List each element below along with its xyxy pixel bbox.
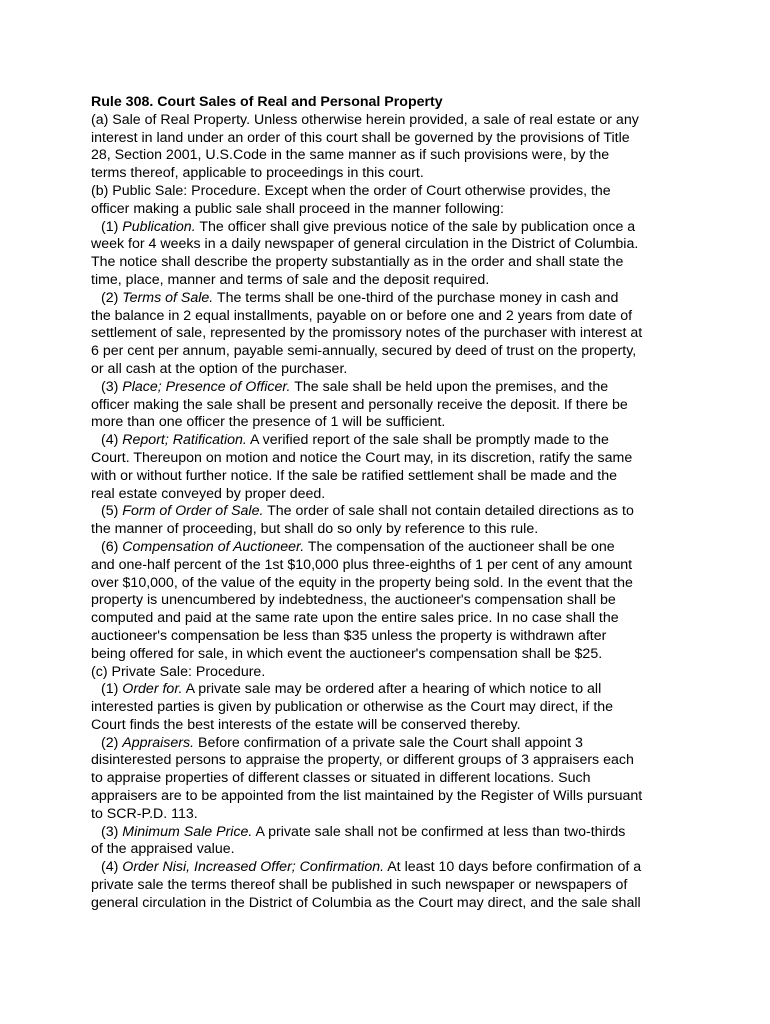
paragraph-c2 xyxy=(91,735,691,824)
section-a-line: terms thereof, applicable to proceedings in this court. xyxy=(91,165,424,182)
section-b-line: officer making a public sale shall proceed in the manner following: xyxy=(91,200,504,217)
paragraph-text: The sale shall be held upon the premises, and the xyxy=(290,378,609,395)
paragraph-heading: Terms of Sale. xyxy=(122,289,214,306)
paragraph-heading: Minimum Sale Price. xyxy=(122,823,253,840)
paragraph-text: A private sale may be ordered after a hearing of which notice to all xyxy=(182,681,602,698)
paragraph-heading: Publication. xyxy=(122,218,196,235)
paragraph-number: (4) xyxy=(101,859,123,876)
paragraph-text: The order of sale shall not contain detailed directions as to xyxy=(263,503,634,520)
paragraph-first-line xyxy=(91,432,691,450)
paragraph-heading: Appraisers. xyxy=(122,734,195,751)
paragraph-line: general circulation in the District of Columbia as the Court may direct, and the sale shall xyxy=(91,894,641,911)
paragraph-heading: Report; Ratification. xyxy=(122,432,247,449)
paragraph-line: the balance in 2 equal installments, payable on or before one and 2 years from date of xyxy=(91,307,633,324)
paragraph-b4 xyxy=(91,432,691,503)
paragraph-first-line xyxy=(91,824,691,842)
paragraph-line: computed and paid at the same rate upon the entire sales price. In no case shall the xyxy=(91,610,619,627)
paragraph-c4 xyxy=(91,859,691,912)
paragraph-line: Court. Thereupon on motion and notice the Court may, in its discretion, ratify the same xyxy=(91,449,633,466)
paragraph-line: being offered for sale, in which event the auctioneer's compensation shall be $25. xyxy=(91,645,603,662)
paragraph-line: interested parties is given by publication or otherwise as the Court may direct, if the xyxy=(91,699,614,716)
paragraph-line: and one-half percent of the 1st $10,000 plus three-eighths of 1 per cent of any amount xyxy=(91,556,633,573)
paragraph-line: disinterested persons to appraise the property, or different groups of 3 appraisers each xyxy=(91,752,634,769)
paragraph-number: (2) xyxy=(101,289,123,306)
section-b-line: (b) Public Sale: Procedure. Except when the order of Court otherwise provides, the xyxy=(91,182,611,199)
paragraph-line: auctioneer's compensation be less than $35 unless the property is withdrawn after xyxy=(91,627,607,644)
paragraph-line: property is unencumbered by indebtedness, the auctioneer's compensation shall be xyxy=(91,592,616,609)
paragraph-number: (4) xyxy=(101,432,123,449)
paragraph-line: over $10,000, of the value of the equity in the property being sold. In the event that the xyxy=(91,574,633,591)
paragraph-first-line xyxy=(91,379,691,397)
paragraph-number: (3) xyxy=(101,823,123,840)
paragraph-line: week for 4 weeks in a daily newspaper of general circulation in the District of Columbia. xyxy=(91,236,639,253)
paragraph-text: Before confirmation of a private sale the Court shall appoint 3 xyxy=(194,734,583,751)
paragraph-line: with or without further notice. If the sale be ratified settlement shall be made and the xyxy=(91,467,618,484)
paragraph-line: time, place, manner and terms of sale and the deposit required. xyxy=(91,271,490,288)
paragraph-b5 xyxy=(91,503,691,539)
section-a-line: 28, Section 2001, U.S.Code in the same manner as if such provisions were, by the xyxy=(91,147,610,164)
paragraph-heading: Form of Order of Sale. xyxy=(122,503,264,520)
paragraph-text: The terms shall be one-third of the purchase money in cash and xyxy=(213,289,619,306)
paragraph-heading: Place; Presence of Officer. xyxy=(122,378,291,395)
paragraph-text: The officer shall give previous notice of the sale by publication once a xyxy=(195,218,636,235)
paragraph-line: settlement of sale, represented by the promissory notes of the purchaser with interest at xyxy=(91,325,643,342)
paragraph-number: (2) xyxy=(101,734,123,751)
paragraph-b1 xyxy=(91,219,691,290)
paragraph-line: or all cash at the option of the purchaser. xyxy=(91,360,348,377)
paragraph-first-line xyxy=(91,539,691,557)
paragraph-line: officer making the sale shall be present and personally receive the deposit. If there be xyxy=(91,396,628,413)
paragraph-line: of the appraised value. xyxy=(91,841,235,858)
section-a-line: (a) Sale of Real Property. Unless otherwise herein provided, a sale of real estate or any xyxy=(91,111,639,128)
paragraph-number: (1) xyxy=(101,681,123,698)
paragraph-text: A verified report of the sale shall be promptly made to the xyxy=(246,432,609,449)
paragraph-line: appraisers are to be appointed from the list maintained by the Register of Wills pursuant xyxy=(91,788,643,805)
section-b xyxy=(91,183,691,664)
section-c-line: (c) Private Sale: Procedure. xyxy=(91,663,266,680)
paragraph-line: to SCR-P.D. 113. xyxy=(91,805,198,822)
paragraph-first-line xyxy=(91,859,691,877)
paragraph-heading: Order Nisi, Increased Offer; Confirmation. xyxy=(122,859,385,876)
paragraph-first-line xyxy=(91,503,691,521)
section-a-line: interest in land under an order of this court shall be governed by the provisions of Title xyxy=(91,129,630,146)
paragraph-b6 xyxy=(91,539,691,664)
paragraph-first-line xyxy=(91,219,691,237)
paragraph-line: real estate conveyed by proper deed. xyxy=(91,485,326,502)
paragraph-b2 xyxy=(91,290,691,379)
paragraph-line: The notice shall describe the property substantially as in the order and shall state the xyxy=(91,254,624,271)
section-c xyxy=(91,664,691,913)
paragraph-line: 6 per cent per annum, payable semi-annually, secured by deed of trust on the property, xyxy=(91,343,637,360)
paragraph-number: (5) xyxy=(101,503,123,520)
document-page xyxy=(91,94,691,913)
paragraph-c3 xyxy=(91,824,691,860)
paragraph-c1 xyxy=(91,681,691,734)
paragraph-text: At least 10 days before confirmation of a xyxy=(384,859,642,876)
paragraph-b3 xyxy=(91,379,691,432)
paragraph-text: A private sale shall not be confirmed at less than two-thirds xyxy=(252,823,626,840)
paragraph-number: (1) xyxy=(101,218,123,235)
paragraph-line: to appraise properties of different classes or situated in different locations. Such xyxy=(91,770,591,787)
paragraph-first-line xyxy=(91,290,691,308)
paragraph-first-line xyxy=(91,735,691,753)
paragraph-line: private sale the terms thereof shall be published in such newspaper or newspapers of xyxy=(91,877,628,894)
paragraph-number: (3) xyxy=(101,378,123,395)
paragraph-text: The compensation of the auctioneer shall be one xyxy=(304,538,615,555)
rule-title: Rule 308. Court Sales of Real and Personal Property xyxy=(91,94,443,110)
paragraph-heading: Order for. xyxy=(122,681,183,698)
paragraph-line: more than one officer the presence of 1 will be sufficient. xyxy=(91,414,446,431)
paragraph-line: Court finds the best interests of the estate will be conserved thereby. xyxy=(91,716,521,733)
paragraph-line: the manner of proceeding, but shall do so only by reference to this rule. xyxy=(91,521,539,538)
paragraph-number: (6) xyxy=(101,538,123,555)
paragraph-heading: Compensation of Auctioneer. xyxy=(122,538,305,555)
section-a xyxy=(91,112,691,183)
paragraph-first-line xyxy=(91,681,691,699)
